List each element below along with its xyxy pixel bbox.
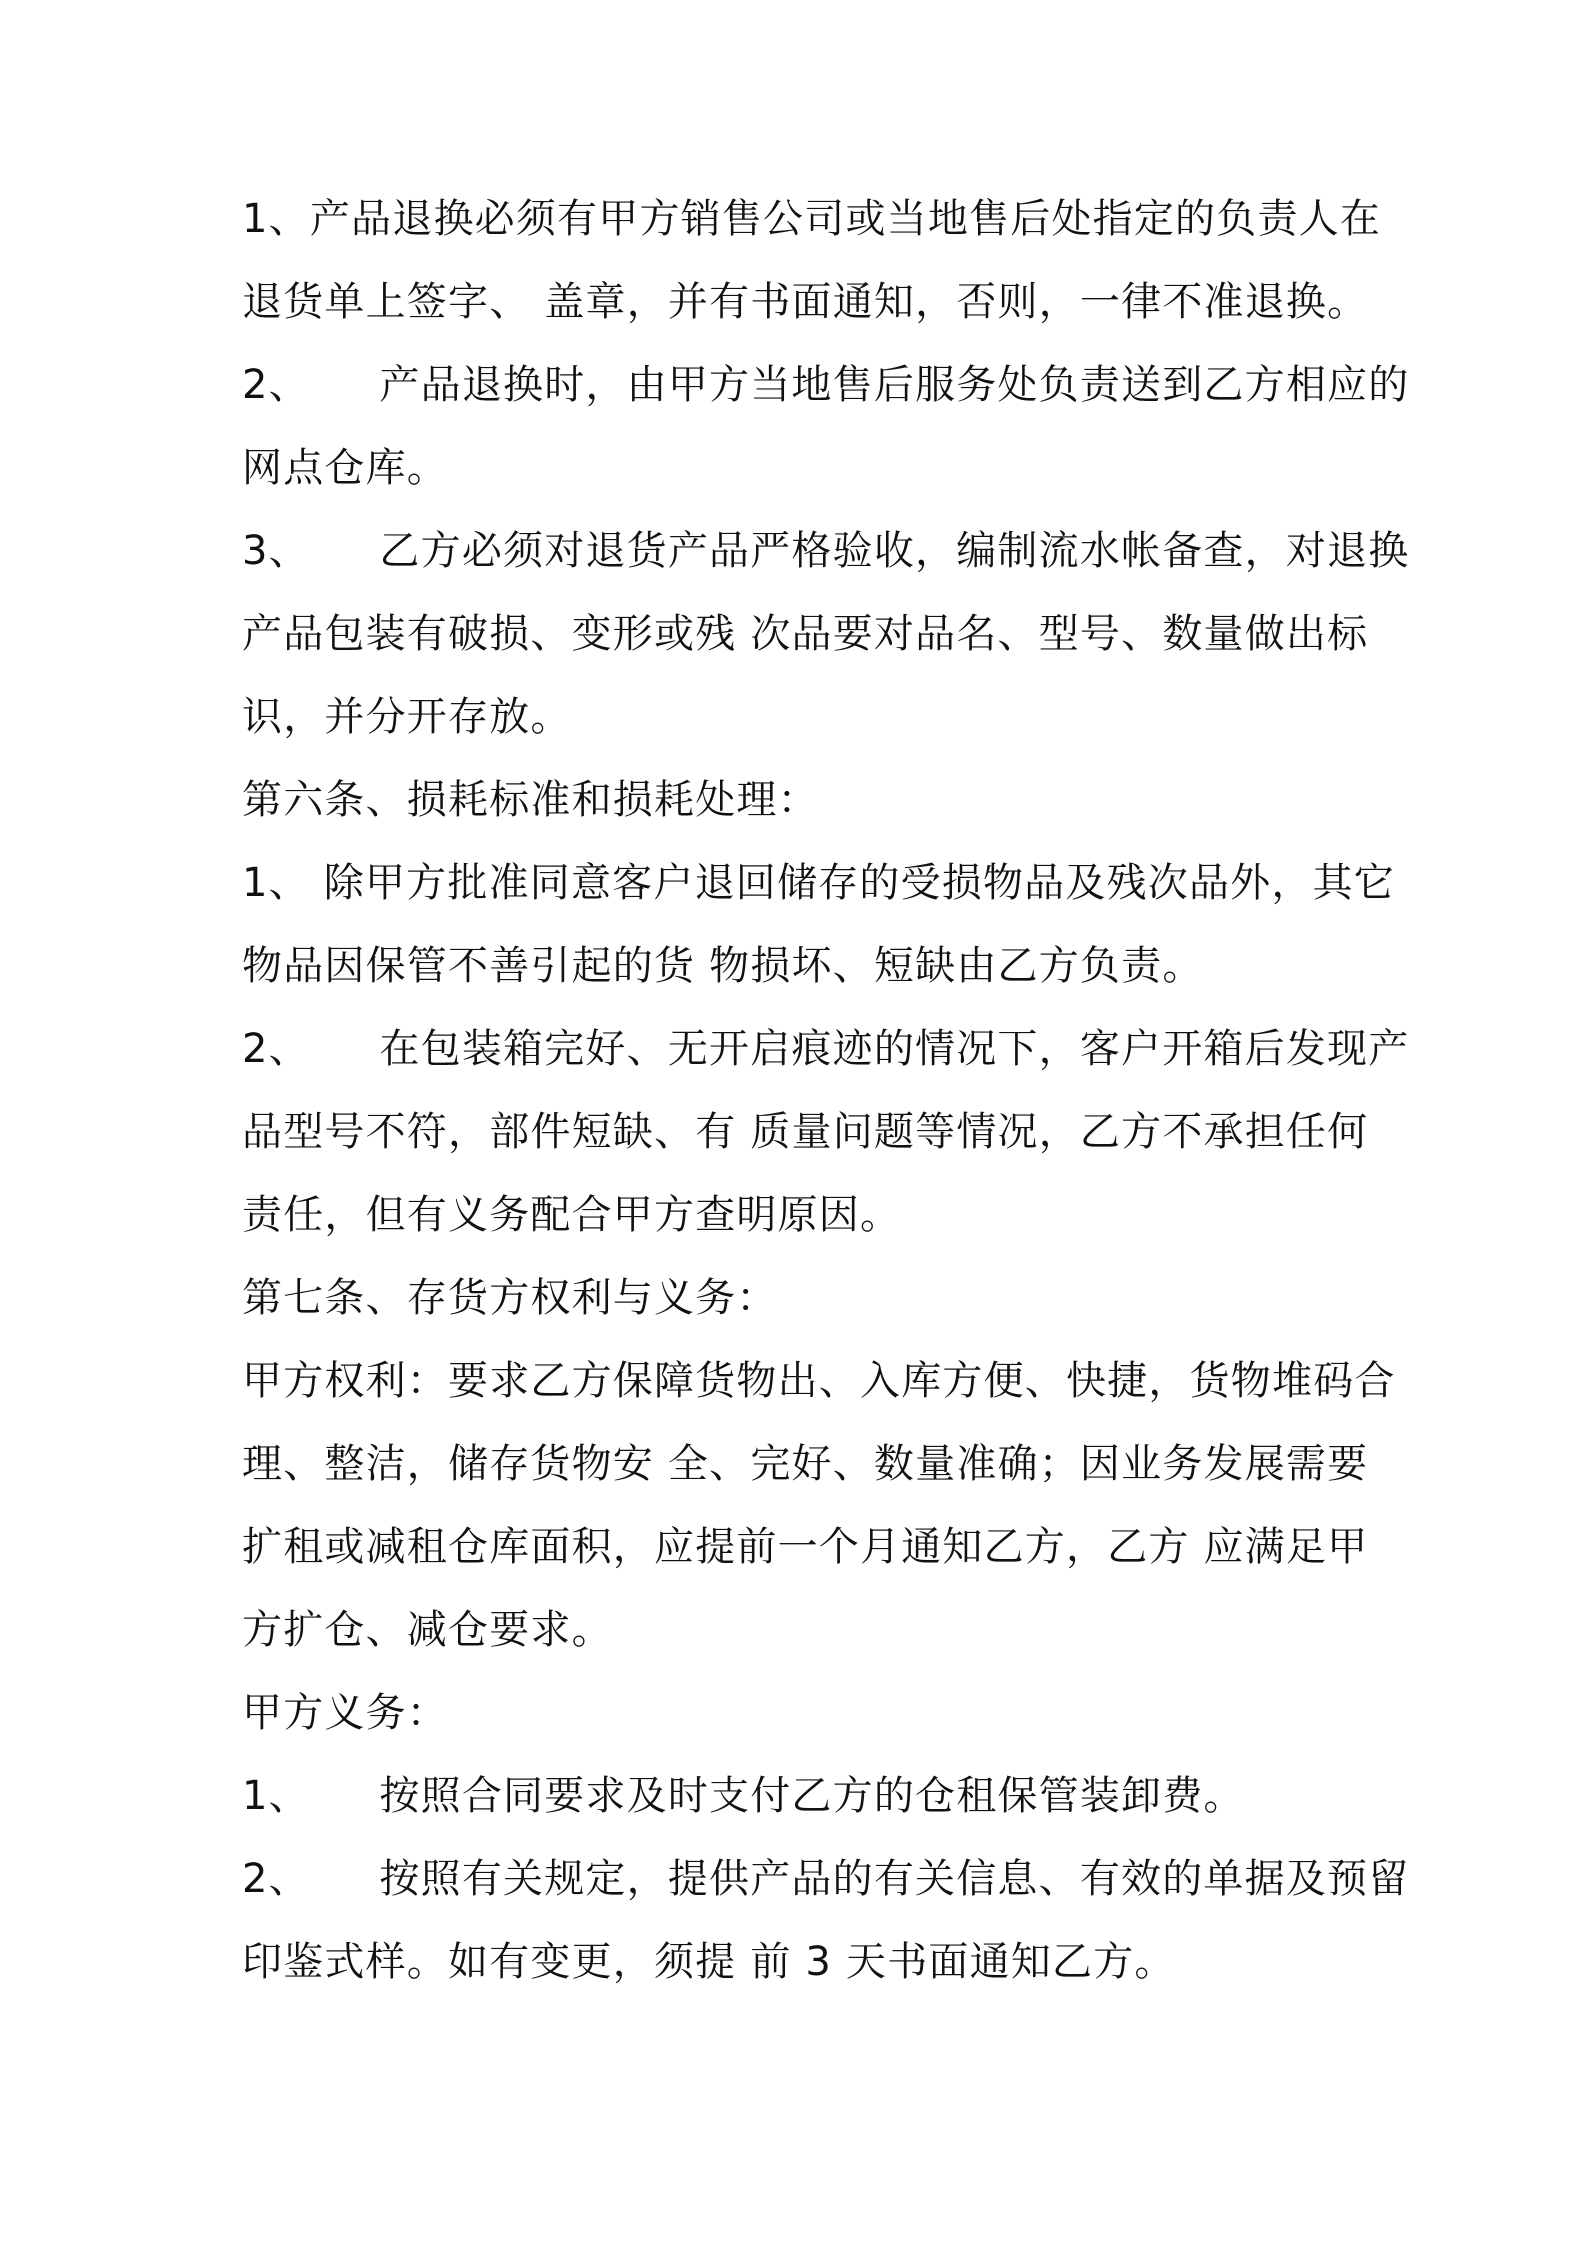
paragraph-line: 3、 乙方必须对退货产品严格验收，编制流水帐备查，对退换 [242,528,1410,574]
paragraph-line: 1、 除甲方批准同意客户退回储存的受损物品及残次品外，其它 [242,860,1395,906]
paragraph-line: 物品因保管不善引起的货 物损坏、短缺由乙方负责。 [242,943,1204,989]
paragraph-line: 2、 按照有关规定，提供产品的有关信息、有效的单据及预留 [242,1856,1410,1902]
paragraph-line: 责任，但有义务配合甲方查明原因。 [242,1192,902,1238]
paragraph-line: 甲方权利：要求乙方保障货物出、入库方便、快捷，货物堆码合 [242,1358,1396,1404]
paragraph-line: 方扩仓、减仓要求。 [242,1607,613,1653]
paragraph-line: 2、 产品退换时，由甲方当地售后服务处负责送到乙方相应的 [242,362,1410,408]
paragraph-line: 网点仓库。 [242,445,448,491]
paragraph-line: 2、 在包装箱完好、无开启痕迹的情况下，客户开箱后发现产 [242,1026,1410,1072]
paragraph-line: 扩租或减租仓库面积，应提前一个月通知乙方，乙方 应满足甲 [242,1524,1369,1570]
paragraph-line: 识，并分开存放。 [242,694,572,740]
section-heading: 第七条、存货方权利与义务： [242,1275,778,1321]
paragraph-line: 产品包装有破损、变形或残 次品要对品名、型号、数量做出标 [242,611,1369,657]
paragraph-line: 退货单上签字、 盖章，并有书面通知，否则，一律不准退换。 [242,279,1369,325]
paragraph-line: 理、整洁，储存货物安 全、完好、数量准确；因业务发展需要 [242,1441,1369,1487]
paragraph-line: 品型号不符，部件短缺、有 质量问题等情况，乙方不承担任何 [242,1109,1369,1155]
paragraph-line: 印鉴式样。如有变更，须提 前 3 天书面通知乙方。 [242,1939,1176,1985]
paragraph-line: 1、 按照合同要求及时支付乙方的仓租保管装卸费。 [242,1773,1245,1819]
subsection-heading: 甲方义务： [242,1690,448,1736]
paragraph-line: 1、产品退换必须有甲方销售公司或当地售后处指定的负责人在 [242,196,1382,242]
section-heading: 第六条、损耗标准和损耗处理： [242,777,819,823]
